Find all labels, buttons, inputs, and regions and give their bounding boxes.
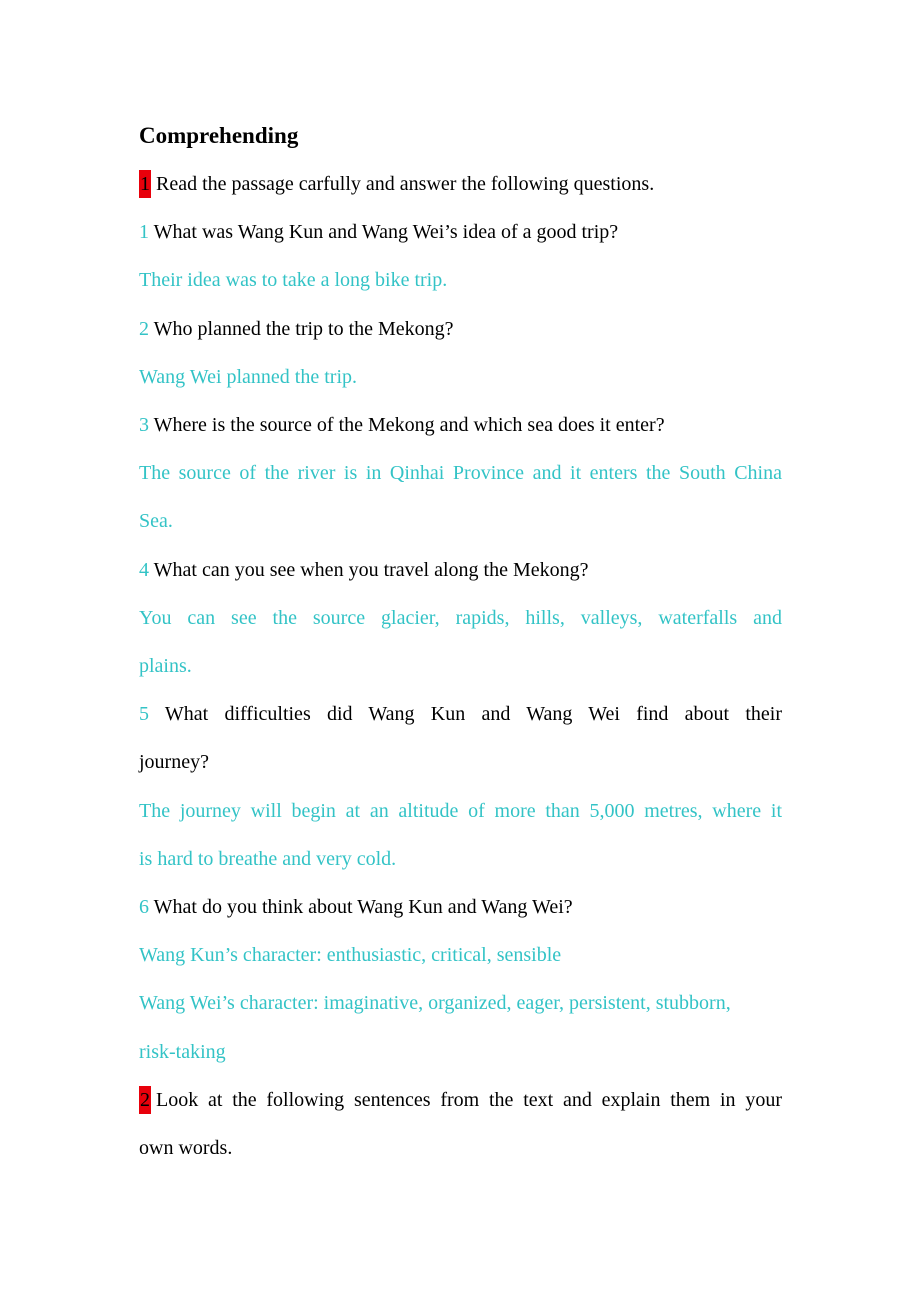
question-number: 6	[139, 896, 149, 918]
question-number: 4	[139, 559, 149, 581]
task-number-badge: 2	[139, 1086, 151, 1114]
answer-3-line-1: The source of the river is in Qinhai Province and it enters the South China	[139, 462, 782, 484]
task-1-instruction	[139, 170, 782, 198]
question-number: 2	[139, 318, 149, 340]
task-1-text: Read the passage carfully and answer the following questions.	[156, 173, 655, 195]
answer-3-line-2: Sea.	[139, 510, 173, 532]
question-6	[139, 893, 782, 921]
question-text: What can you see when you travel along the Mekong?	[153, 559, 589, 581]
task-2-instruction	[139, 1086, 782, 1114]
answer-4-line-2: plains.	[139, 655, 192, 677]
question-number: 1	[139, 221, 149, 243]
task-2-text: Look at the following sentences from the text and explain them in your	[156, 1089, 782, 1111]
answer-1: Their idea was to take a long bike trip.	[139, 269, 448, 291]
answer-6-line-1: Wang Kun’s character: enthusiastic, critical, sensible	[139, 944, 562, 966]
task-number-badge: 1	[139, 170, 151, 198]
question-5-line-2: journey?	[139, 751, 209, 773]
question-2	[139, 315, 782, 343]
answer-4-line-1: You can see the source glacier, rapids, hills, valleys, waterfalls and	[139, 607, 782, 629]
question-number: 5	[139, 703, 149, 725]
answer-6-line-2: Wang Wei’s character: imaginative, organized, eager, persistent, stubborn,	[139, 992, 731, 1014]
task-2-instruction-line-2: own words.	[139, 1137, 233, 1159]
answer-5-line-1: The journey will begin at an altitude of more than 5,000 metres, where it	[139, 800, 782, 822]
section-heading: Comprehending	[139, 123, 299, 148]
question-1	[139, 218, 782, 246]
question-text: Where is the source of the Mekong and which sea does it enter?	[153, 414, 665, 436]
answer-2: Wang Wei planned the trip.	[139, 366, 358, 388]
question-number: 3	[139, 414, 149, 436]
question-5-line-1	[139, 700, 782, 728]
question-text: Who planned the trip to the Mekong?	[153, 318, 454, 340]
answer-6-line-3: risk-taking	[139, 1041, 226, 1063]
question-text: What difficulties did Wang Kun and Wang Wei find about their	[164, 703, 783, 725]
question-text: What do you think about Wang Kun and Wang Wei?	[153, 896, 573, 918]
answer-5-line-2: is hard to breathe and very cold.	[139, 848, 397, 870]
question-text: What was Wang Kun and Wang Wei’s idea of a good trip?	[153, 221, 619, 243]
question-4	[139, 556, 782, 584]
question-3	[139, 411, 782, 439]
